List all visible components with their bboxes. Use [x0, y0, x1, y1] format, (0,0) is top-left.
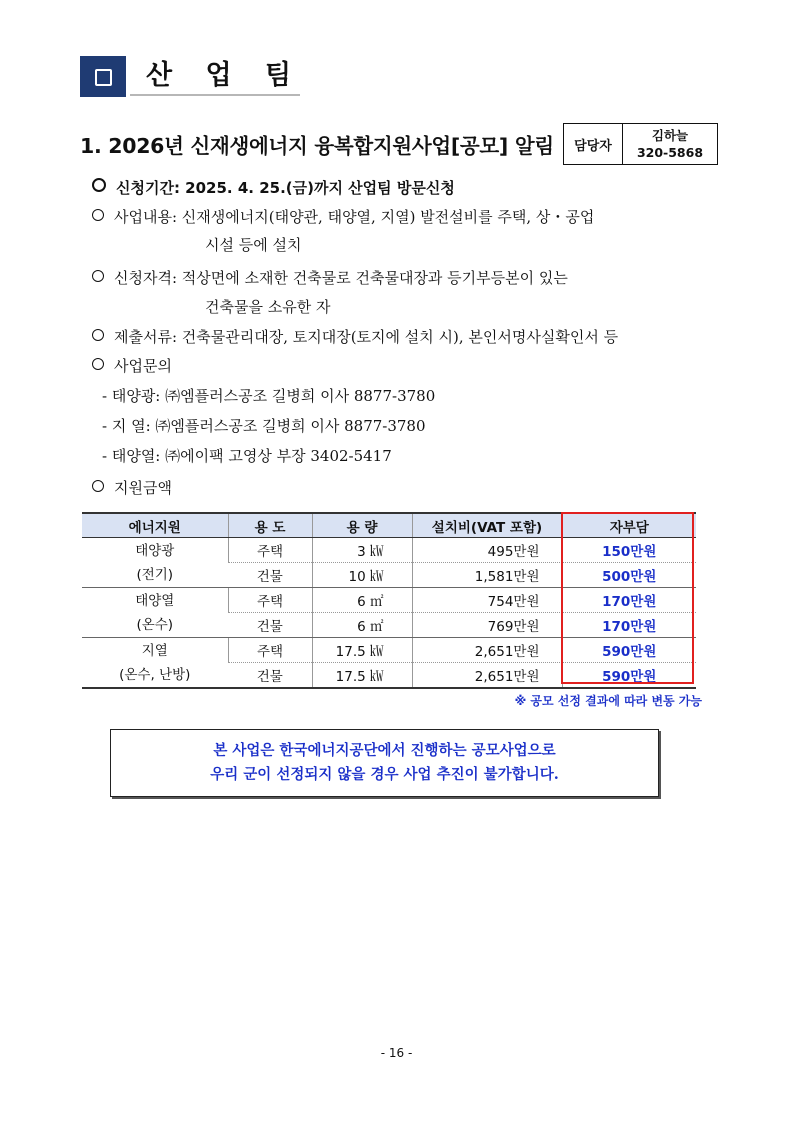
contact-box [563, 123, 718, 165]
energy-cell [82, 638, 228, 689]
capacity-cell: 17.5 ㎾ [312, 638, 412, 663]
content-line [92, 206, 594, 228]
amount-text: 지원금액 [114, 479, 172, 497]
section-underline [130, 94, 300, 96]
contact-name: 김하늘 [651, 128, 689, 143]
self-pay-cell: 150만원 [562, 538, 696, 563]
use-cell: 주택 [228, 538, 312, 563]
period-line [92, 177, 455, 199]
circle-bullet-icon [92, 209, 104, 221]
qualification-text: 신청자격: 적상면에 소재한 건축물로 건축물대장과 등기부등본이 있는 [114, 269, 568, 287]
cost-cell: 2,651만원 [412, 663, 562, 689]
self-pay-cell: 500만원 [562, 563, 696, 588]
documents-line [92, 326, 618, 348]
capacity-cell: 6 ㎡ [312, 613, 412, 638]
notice-box [110, 729, 659, 797]
energy-name: 지열 [141, 642, 168, 659]
energy-type: (온수) [136, 616, 174, 633]
cost-cell: 1,581만원 [412, 563, 562, 588]
qualification-continuation: 건축물을 소유한 자 [205, 298, 331, 316]
capacity-cell: 10 ㎾ [312, 563, 412, 588]
header-capacity: 용 량 [312, 513, 412, 538]
self-pay-highlight-box [561, 512, 694, 684]
cost-cell: 2,651만원 [412, 638, 562, 663]
cost-cell: 769만원 [412, 613, 562, 638]
contact-info [623, 124, 717, 164]
self-pay-cell: 170만원 [562, 588, 696, 613]
amount-line [92, 477, 172, 499]
header-self-pay: 자부담 [562, 513, 696, 538]
self-pay-cell: 590만원 [562, 663, 696, 689]
page-number: - 16 - [380, 1046, 413, 1060]
circle-bullet-icon [92, 329, 104, 341]
qualification-line [92, 267, 568, 289]
inquiry-line [92, 355, 172, 377]
notice-line-1: 본 사업은 한국에너지공단에서 진행하는 공모사업으로 [213, 742, 556, 759]
circle-bullet-icon [92, 178, 106, 192]
circle-bullet-icon [92, 270, 104, 282]
period-text: 신청기간: 2025. 4. 25.(금)까지 산업팀 방문신청 [116, 179, 455, 197]
use-cell: 주택 [228, 588, 312, 613]
capacity-cell: 3 ㎾ [312, 538, 412, 563]
header-use: 용 도 [228, 513, 312, 538]
notice-line-2: 우리 군이 선정되지 않을 경우 사업 추진이 불가합니다. [210, 766, 559, 783]
inquiry-geothermal: - 지 열: ㈜엠플러스공조 길병희 이사 8877-3780 [102, 417, 426, 435]
cost-cell: 754만원 [412, 588, 562, 613]
capacity-cell: 17.5 ㎾ [312, 663, 412, 689]
self-pay-cell: 590만원 [562, 638, 696, 663]
table-note: ※ 공모 선정 결과에 따라 변동 가능 [514, 694, 702, 708]
header-energy: 에너지원 [82, 513, 228, 538]
self-pay-cell: 170만원 [562, 613, 696, 638]
circle-bullet-icon [92, 358, 104, 370]
circle-bullet-icon [92, 480, 104, 492]
capacity-cell: 6 ㎡ [312, 588, 412, 613]
use-cell: 건물 [228, 563, 312, 588]
section-marker-box [80, 56, 126, 97]
energy-cell [82, 588, 228, 638]
square-icon [95, 69, 112, 86]
header-cost: 설치비(VAT 포함) [412, 513, 562, 538]
section-title: 산 업 팀 [146, 60, 304, 91]
energy-cell [82, 538, 228, 588]
use-cell: 건물 [228, 613, 312, 638]
use-cell: 주택 [228, 638, 312, 663]
energy-type: (온수, 난방) [119, 666, 191, 683]
inquiry-solar: - 태양광: ㈜엠플러스공조 길병희 이사 8877-3780 [102, 387, 436, 405]
energy-name: 태양광 [135, 542, 175, 559]
energy-name: 태양열 [135, 592, 175, 609]
content-text: 사업내용: 신재생에너지(태양관, 태양열, 지열) 발전설비를 주택, 상・공업 [114, 208, 595, 226]
inquiry-text: 사업문의 [114, 357, 172, 375]
contact-phone: 320-5868 [636, 145, 704, 160]
cost-cell: 495만원 [412, 538, 562, 563]
inquiry-solar-thermal: - 태양열: ㈜에이팩 고영상 부장 3402-5417 [102, 447, 392, 465]
item-title: 1. 2026년 신재생에너지 융복합지원사업[공모] 알림 [80, 134, 554, 158]
energy-type: (전기) [136, 566, 174, 583]
use-cell: 건물 [228, 663, 312, 689]
content-continuation: 시설 등에 설치 [205, 236, 302, 254]
documents-text: 제출서류: 건축물관리대장, 토지대장(토지에 설치 시), 본인서명사실확인서 등 [114, 328, 619, 346]
contact-label: 담당자 [564, 124, 623, 164]
